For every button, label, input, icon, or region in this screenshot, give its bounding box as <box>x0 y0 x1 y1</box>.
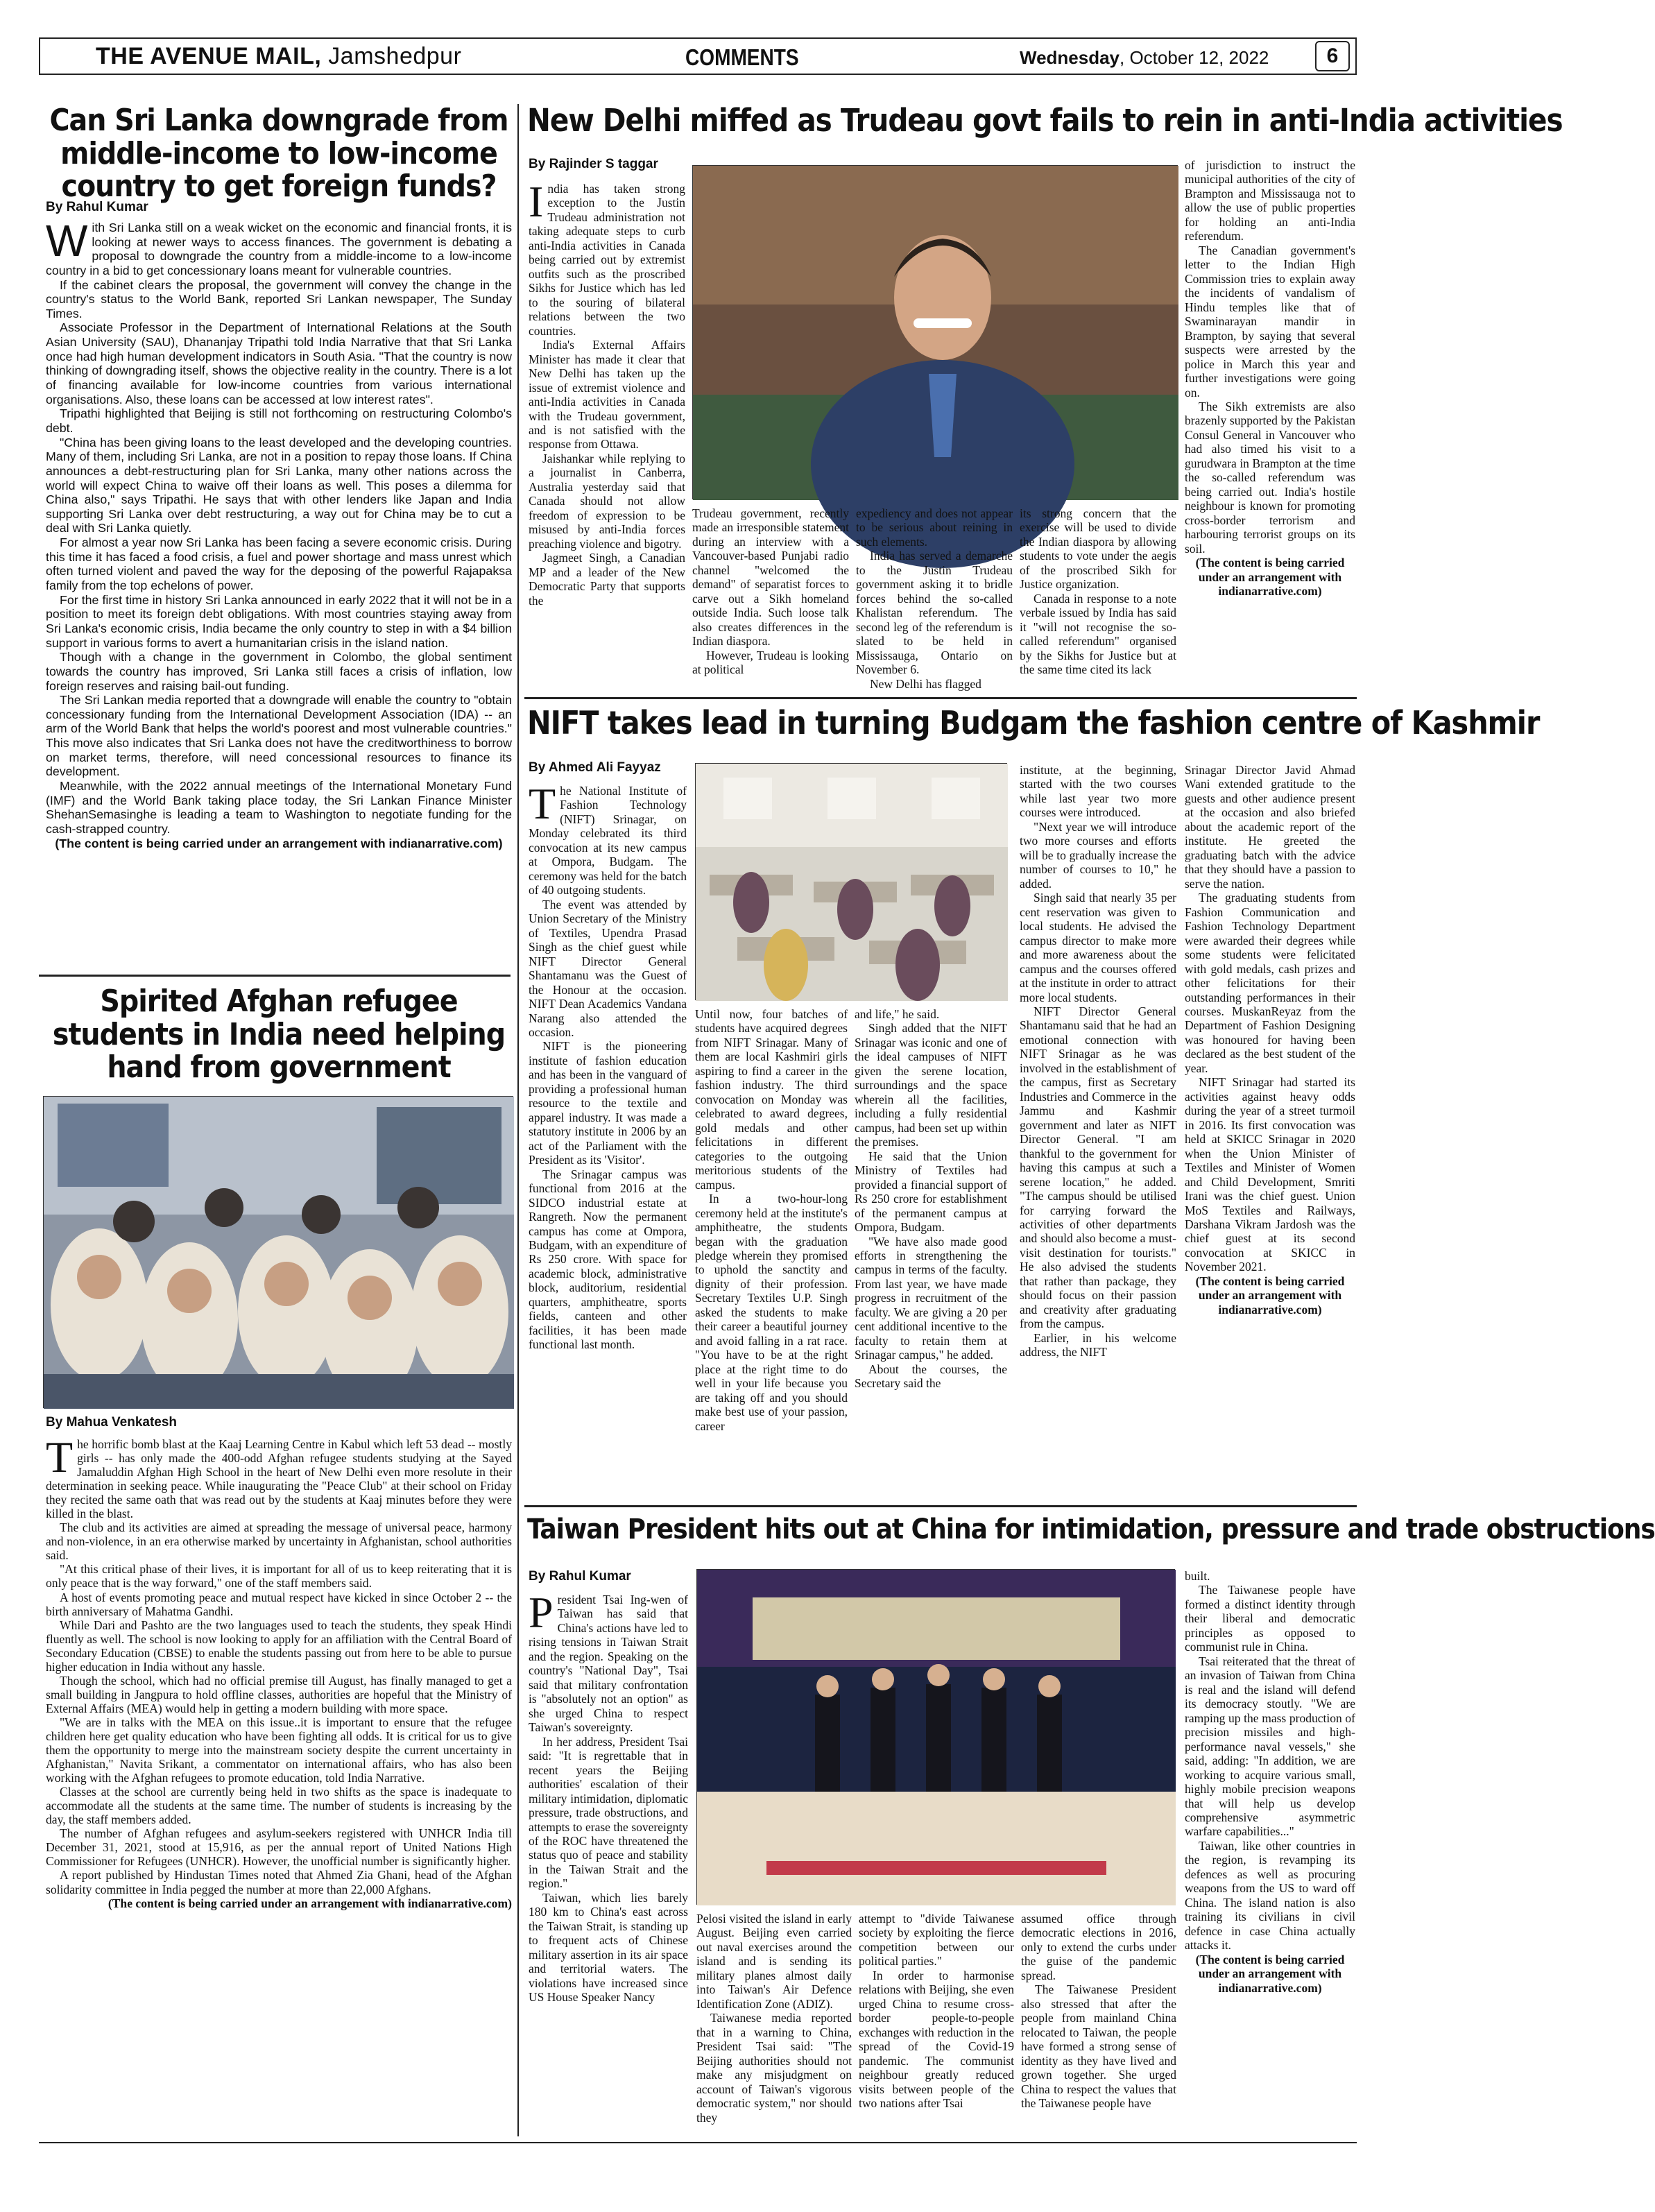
newspaper-name: THE AVENUE MAIL, Jamshedpur <box>96 43 462 69</box>
article-body-column: assumed office through democratic elections in 2016, only to extend the curbs under the guise of the pandemic spread. The Taiwanese President also stressed that after the people from mainland China relocated to Taiwan, the people have formed a strong sense of identity as they have lived and grown together. She urged China to respect the values that the Taiwanese people have <box>1021 1912 1176 2111</box>
taiwan-ceremony-photo <box>696 1569 1175 1905</box>
page-number: 6 <box>1315 41 1350 71</box>
photo-image <box>696 764 1008 1001</box>
page-bottom-rule <box>39 2142 1357 2143</box>
section-name: COMMENTS <box>685 44 799 70</box>
article-body-column: Srinagar Director Javid Ahmad Wani extended gratitude to the guests and other audience present at the occasion and also briefed about the academic report of the institute. He greeted the graduating batch with the advice that they should have a passion to serve the nation. The graduating students from Fashion Communication and Fashion Technology Department were awarded their degrees while some students were felicitated with gold medals, cash prizes and other felicitations for their outstanding performances in their courses. MuskanReyaz from the Department of Fashion Designing was honoured for having been declared as the best student of the year. NIFT Srinagar had started its activities against heavy odds during the year of a street turmoil in 2016. Its first convocation was held at SKICC Srinagar in 2020 when the Union Minister of Textiles and Minister of Women and Child Development, Smriti Irani was the chief guest. Union MoS Textiles and Railways, Darshana Vikram Jardosh was the chief guest at its second convocation at SKICC in November 2021. (The content is being carried under an arrangement with indianarrative.com) <box>1185 763 1355 1317</box>
article-body-column: attempt to "divide Taiwanese society by exploiting the fierce competition between our political parties." In order to harmonise relations with Beijing, she even urged China to resume cross-border people-to-people exchanges with reduction in the spread of the Covid-19 pandemic. The communist neighbour greatly reduced visits between people of the two nations after Tsai <box>859 1912 1014 2111</box>
article-byline: By Mahua Venkatesh <box>46 1415 178 1430</box>
photo-image <box>693 166 1178 500</box>
section-divider <box>39 975 511 977</box>
article-headline: NIFT takes lead in turning Budgam the fashion centre of Kashmir <box>527 704 1540 741</box>
article-body-column: its strong concern that the exercise will be used to divide the Indian diaspora by allowing students to vote under the aegis of the proscribed Sikh for Justice organization. Canada in response to a note verbale issued by India has said it "will not recognise the so-called referendum" organised by the Sikhs for Justice but at the same time cited its lack <box>1020 506 1176 677</box>
nift-workshop-photo <box>695 763 1007 1000</box>
article-body-column: of jurisdiction to instruct the municipal authorities of the city of Brampton and Mississauga not to allow the use of public properties for holding an anti-India referendum. The Canadian government's letter to the Indian High Commission tries to explain away the incidents of vandalism of Hindu temples like that of Swaminarayan mandir in Brampton, by saying that several suspects were arrested by the police in March this year and further investigations were going on. The Sikh extremists are also brazenly supported by the Pakistan Consul General in Vancouver who had also timed his visit to a gurudwara in Brampton at the time the so-called referendum was being carried out. India's hostile neighbour is known for promoting cross-border terrorism and harbouring terrorist groups on its soil. (The content is being carried under an arrangement with indianarrative.com) <box>1185 158 1355 599</box>
article-body: With Sri Lanka still on a weak wicket on the economic and financial fronts, it is looking at newer ways to access finances. The government is debating a proposal to downgrade the country from a middle-income to a low-income country in a bid to get concessionary loans meant for vulnerable countries. If the cabinet clears the proposal, the government will convey the change in the country's status to the World Bank, reported Sri Lankan newspaper, The Sunday Times. Associate Professor in the Department of International Relations at the South Asian University (SAU), Dhananjay Tripathi told India Narrative that that Sri Lanka once had high human development indicators in South Asia. "That the country is now thinking of downgrading itself, shows the objective reality in the country. There is a lot of financing available for low-income countries from various international organisations. Also, these loans can be accessed at low interest rates". Tripathi highlighted that Beijing is still not forthcoming on restructuring Colombo's debt. "China has been giving loans to the least developed and the developing countries. Many of them, including Sri Lanka, are not in a position to repay those loans. If China announces a debt-restructuring plan for Sri Lanka, many other nations across the world will expect China to waive off their loans as well. This poses a dilemma for China also," says Tripathi. He says that with other lenders like Japan and India supporting Sri Lanka over debt restructuring, a way out for China may be to cut a deal with Sri Lanka quietly. For almost a year now Sri Lanka has been facing a severe economic crisis. During this time it has faced a food crisis, a fuel and power shortage and mass unrest which often turned violent and paved the way for the deposing of the powerful Rajapaksa family from the top echelons of power. For the first time in history Sri Lanka announced in early 2022 that it will not be in a position to meet its foreign debt obligations. With most countries staying away from Sri Lanka's economic crisis, India became the only country to step in with a $4 billion support in various forms to avert a humanitarian crisis in the island nation. Though with a change in the government in Colombo, the global sentiment towards the country has improved, Sri Lanka still faces a crisis of inflation, low foreign reserves and raising bail-out funding. The Sri Lankan media reported that a downgrade will enable the country to "obtain concessionary funding from the International Development Association (IDA) -- an arm of the World Bank that helps the world's poorest and most vulnerable countries." This move also indicates that Sri Lanka does not have the creditworthiness to borrow on market terms, therefore, will need concessional resources to finance its development. Meanwhile, with the 2022 annual meetings of the International Monetary Fund (IMF) and the World Bank taking place today, the Sri Lankan Finance Minister ShehanSemasinghe is leading a team to Washington to negotiate funding for the cash-strapped country. (The content is being carried under an arrangement with indianarrative.com) <box>46 216 512 850</box>
article-body-column: built. The Taiwanese people have formed a distinct identity through their liberal and democratic principles as opposed to communist rule in China. Tsai reiterated that the threat of an invasion of Taiwan from China is real and the island will defend its democracy stoutly. "We are ramping up the mass production of precision missiles and high-performance naval vessels," she said, adding: "In addition, we are working to acquire various small, highly mobile precision weapons that will help us develop comprehensive asymmetric warfare capabilities..." Taiwan, like other countries in the region, is revamping its defences as well as procuring weapons from the US to ward off China. The island nation is also training its civilians in civil defence in case China actually attacks it. (The content is being carried under an arrangement with indianarrative.com) <box>1185 1569 1355 1995</box>
article-byline: By Rahul Kumar <box>529 1569 631 1584</box>
masthead <box>39 37 1357 75</box>
section-divider <box>524 697 1357 699</box>
article-body-column: President Tsai Ing-wen of Taiwan has said that China's actions have led to rising tensions in Taiwan Strait and the region. Speaking on the country's "National Day", Tsai said that military confrontation is "absolutely not an option" as she urged China to respect Taiwan's sovereignty. In her address, President Tsai said: "It is regrettable that in recent years the Beijing authorities' escalation of their military intimidation, diplomatic pressure, trade obstructions, and attempts to erase the sovereignty of the ROC have threatened the status quo of peace and stability in the Taiwan Strait and the region." Taiwan, which lies barely 180 km to China's east across the Taiwan Strait, is standing up to frequent acts of Chinese military assertion in its air space and territorial waters. The violations have increased since US House Speaker Nancy <box>529 1588 688 2005</box>
article-headline: Taiwan President hits out at China for intimidation, pressure and trade obstructions <box>527 1514 1655 1545</box>
section-divider <box>524 1505 1357 1507</box>
article-byline: By Ahmed Ali Fayyaz <box>529 760 661 775</box>
article-body: The horrific bomb blast at the Kaaj Learning Centre in Kabul which left 53 dead -- mostly girls -- has only made the 400-odd Afghan refugee students studying at the Sayed Jamaluddin Afghan High School in the heart of New Delhi even more resolute in their determination in seeking peace. While inaugurating the "Peace Club" at their school on Friday they recited the same oath that was read out by the students at Kaaj minutes before they were killed in the blast. The club and its activities are aimed at spreading the message of universal peace, harmony and non-violence, in an era otherwise marked by uncertainty in Afghanistan, school authorities said. "At this critical phase of their lives, it is important for all of us to keep reiterating that it is only peace that is the way forward," one of the staff members said. A host of events promoting peace and mutual respect have kicked in since October 2 -- the birth anniversary of Mahatma Gandhi. While Dari and Pashto are the two languages used to teach the students, they speak Hindi fluently as well. The school is now looking to apply for an affiliation with the Central Board of Secondary Education (CBSE) to enable the students passing out from here to be able to pursue higher education in India without any hassle. Though the school, which had no official premise till August, has finally managed to get a small building in Jangpura to hold offline classes, authorities are hopeful that the Ministry of External Affairs (MEA) would help in getting a modern building with more space. "We are in talks with the MEA on this issue..it is important to ensure that the refugee children here get quality education who have been fighting all odds. It is critical for us to give them the opportunity to merge into the mainstream society despite the current uncertainty in Afghanistan," Navita Srikant, a commentator on international affairs, who has also been working with the Afghan refugees to promote education, told India Narrative. Classes at the school are currently being held in two shifts as the space is inadequate to accommodate all the students at the same time. The number of students is increasing by the day, the staff members added. The number of Afghan refugees and asylum-seekers registered with UNHCR India till December 31, 2021, stood at 15,916, as per the annual report of United Nations High Commissioner for Refugees (UNHCR). However, the unofficial number is significantly higher. A report published by Hindustan Times noted that Ahmed Zia Ghani, head of the Afghan solidarity committee in India pegged the number at more than 22,000 Afghans. (The content is being carried under an arrangement with indianarrative.com) <box>46 1432 512 1910</box>
article-headline: Can Sri Lanka downgrade from middle-income to low-income country to get foreign funds? <box>49 103 508 205</box>
article-body-column: and life," he said. Singh added that the NIFT Srinagar was iconic and one of the ideal campuses of NIFT given the serene location, surroundings and the space wherein all the facilities, including a fully residential campus, had been set up within the premises. He said that the Union Ministry of Textiles had provided a financial support of Rs 250 crore for establishment of the permanent campus at Ompora, Budgam. "We have also made good efforts in strengthening the campus in terms of the faculty. From last year, we have made progress in recruitment of the faculty. We are giving a 20 per cent additional incentive to the faculty to retain them at Srinagar campus," he added. About the courses, the Secretary said the <box>855 1007 1007 1391</box>
article-body-column: India has taken strong exception to the Justin Trudeau administration not taking adequate steps to curb anti-India activities in Canada being carried out by extremist outfits such as the proscribed Sikhs for Justice which has led to the souring of bilateral relations between the two countries. India's External Affairs Minister has made it clear that New Delhi has taken up the issue of extremist violence and anti-India activities in Canada with the Trudeau government, and is not satisfied with the response from Ottawa. Jaishankar while replying to a journalist in Canberra, Australia yesterday said that Canada should not allow freedom of expression to be misused by anti-India forces preaching violence and bigotry. Jagmeet Singh, a Canadian MP and a leader of the New Democratic Party that supports the <box>529 177 685 608</box>
article-body-column: expediency and does not appear to be serious about reining in such elements. India has served a demarche to the Justin Trudeau government asking it to bridle forces behind the so-called Khalistan referendum. The second leg of the referendum is slated to be held in Mississauga, Ontario on November 6. New Delhi has flagged <box>856 506 1013 691</box>
trudeau-photo <box>692 165 1178 499</box>
article-body-column: The National Institute of Fashion Technology (NIFT) Srinagar, on Monday celebrated its third convocation at its new campus at Ompora, Budgam. The ceremony was held for the batch of 40 outgoing students. The event was attended by Union Secretary of the Ministry of Textiles, Upendra Prasad Singh as the chief guest while NIFT Director General Shantamanu was the Guest of the Honour at the occasion. NIFT Dean Academics Vandana Narang also attended the occasion. NIFT is the pioneering institute of fashion education and has been in the vanguard of providing a professional human resource to the textile and apparel industry. It was made a statutory institute in 2006 by an act of the Parliament with the President as its 'Visitor'. The Srinagar campus was functional from 2016 at the SIDCO industrial estate at Rangreth. Now the permanent campus has come at Ompora, Budgam, with an expenditure of Rs 250 crore. With space for academic block, administrative block, auditorium, residential quarters, amphitheatre, sports fields, canteen and other facilities, it has been made functional last month. <box>529 779 687 1352</box>
article-body-column: institute, at the beginning, started with the two courses while last year two more courses were introduced. "Next year we will introduce two more courses and efforts will be to gradually increase the number of courses to 10," he added. Singh said that nearly 35 per cent reservation was given to local students. He advised the campus director to make more and more awareness about the campus and the courses offered at the institute in order to attract more local students. NIFT Director General Shantamanu said that he had an emotional connection with NIFT Srinagar as he was involved in the establishment of the campus, first as Secretary Industries and Commerce in the Jammu and Kashmir government and later as NIFT Director General. "I am thankful to the government for having this campus at such a serene location," he added. "The campus should be utilised for carrying forward the activities of other departments and should also become a must-visit destination for tourists." He also advised the students that rather than package, they should focus on their passion and creativity after graduating from the campus. Earlier, in his welcome address, the NIFT <box>1020 763 1176 1360</box>
article-body-column: Trudeau government, recently made an irresponsible statement during an interview with a Vancouver-based Punjabi radio channel "welcomed the demand" of separatist forces to carve out a Sikh homeland outside India. Such loose talk also creates differences in the Indian diaspora. However, Trudeau is looking at political <box>692 506 849 677</box>
column-divider <box>517 104 519 2136</box>
article-headline: New Delhi miffed as Trudeau govt fails to rein in anti-India activities <box>527 102 1563 139</box>
article-headline: Spirited Afghan refugee students in India need helping hand from government <box>52 984 506 1086</box>
article-body-column: Pelosi visited the island in early August. Beijing even carried out naval exercises around the island and is sending its military planes almost daily into Taiwan's Air Defence Identification Zone (ADIZ). Taiwanese media reported that in a warning to China, President Tsai said: "The Beijing authorities should not make any misjudgment on account of Taiwan's vigorous democratic system," nor should they <box>696 1912 852 2125</box>
article-byline: By Rajinder S taggar <box>529 157 658 171</box>
article-body-column: Until now, four batches of students have acquired degrees from NIFT Srinagar. Many of them are local Kashmiri girls aspiring to find a career in the fashion industry. The third convocation on Monday was celebrated to award degrees, gold medals and other felicitations in different categories to the outgoing meritorious students of the campus. In a two-hour-long ceremony held at the institute's amphitheatre, the students began with the graduation pledge wherein they promised to uphold the sanctity and dignity of their profession. Secretary Textiles U.P. Singh asked the students to make their career a beautiful journey and avoid falling in a rat race. "You have to be at the right place at the right time to do well in your life because you are taking off and you should make best use of your passion, career <box>695 1007 848 1433</box>
refugee-students-photo <box>43 1096 513 1408</box>
photo-image <box>697 1570 1176 1905</box>
photo-image <box>44 1097 514 1409</box>
article-byline: By Rahul Kumar <box>46 200 148 214</box>
issue-date: Wednesday, October 12, 2022 <box>1020 47 1269 68</box>
